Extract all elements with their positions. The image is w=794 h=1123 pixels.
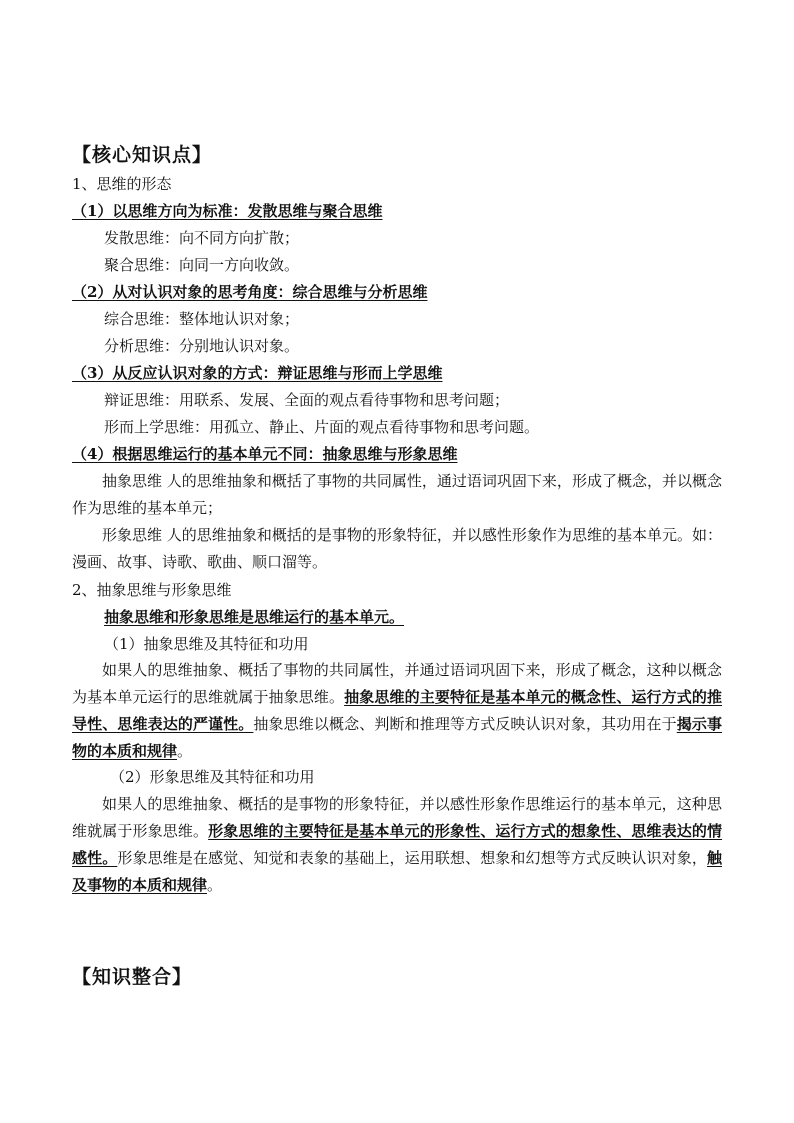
sub1-function: 揭示事物的本质和规律: [72, 715, 722, 760]
sub1-text-c: 。: [177, 742, 193, 760]
group3-heading: （3）从反应认识对象的方式：辩证思维与形而上学思维: [72, 364, 443, 382]
part2-key-sentence: 抽象思维和形象思维是思维运行的基本单元。: [104, 608, 405, 626]
sub1-paragraph: [72, 657, 722, 765]
sub2-paragraph: [72, 791, 722, 899]
group1-item-divergent: 发散思维：向不同方向扩散；: [104, 229, 300, 247]
sub2-key-features: 形象思维的主要特征是基本单元的形象性、运行方式的想象性、思维表达的情感性。: [72, 822, 722, 867]
sub2-text-a: 如果人的思维抽象、概括的是事物的形象特征，并以感性形象作思维运行的基本单元，这种思维就属于形象思维。: [72, 795, 722, 840]
sub2-title: （2）形象思维及其特征和功用: [110, 768, 315, 786]
knowledge-integration-heading: 【知识整合】: [72, 966, 193, 988]
sub1-key-features: 抽象思维的主要特征是基本单元的概念性、运行方式的推导性、思维表达的严谨性。: [72, 688, 722, 733]
group3-item-metaphysical: 形而上学思维：用孤立、静止、片面的观点看待事物和思考问题。: [104, 418, 540, 436]
group2-item-synthesis: 综合思维：整体地认识对象；: [104, 310, 300, 328]
sub2-text-c: 。: [207, 876, 223, 894]
part1-title: 1、思维的形态: [72, 175, 172, 193]
part2-title: 2、抽象思维与形象思维: [72, 581, 232, 599]
sub1-text-a: 如果人的思维抽象、概括了事物的共同属性，并通过语词巩固下来，形成了概念，这种以概念为基本单元运行的思维就属于抽象思维。: [72, 661, 722, 706]
image-thinking-paragraph: 形象思维 人的思维抽象和概括的是事物的形象特征，并以感性形象作为思维的基本单元。如：漫画、故事、诗歌、歌曲、顺口溜等。: [72, 526, 722, 571]
sub1-title: （1）抽象思维及其特征和功用: [104, 635, 309, 653]
group2-item-analysis: 分析思维：分别地认识对象。: [104, 337, 300, 355]
abstract-thinking-paragraph: 抽象思维 人的思维抽象和概括了事物的共同属性，通过语词巩固下来，形成了概念，并以概念作为思维的基本单元；: [72, 472, 722, 517]
core-knowledge-heading: 【核心知识点】: [72, 144, 213, 166]
group2-heading: （2）从对认识对象的思考角度：综合思维与分析思维: [72, 283, 428, 301]
group1-heading: （1）以思维方向为标准：发散思维与聚合思维: [72, 202, 383, 220]
group4-heading: （4）根据思维运行的基本单元不同：抽象思维与形象思维: [72, 445, 458, 463]
group3-item-dialectical: 辩证思维：用联系、发展、全面的观点看待事物和思考问题；: [104, 391, 510, 409]
sub2-function: 触及事物的本质和规律: [72, 849, 722, 894]
group1-item-convergent: 聚合思维：向同一方向收敛。: [104, 256, 300, 274]
sub1-text-b: 抽象思维以概念、判断和推理等方式反映认识对象，其功用在于: [253, 715, 677, 733]
sub2-text-b: 形象思维是在感觉、知觉和表象的基础上，运用联想、想象和幻想等方式反映认识对象，: [117, 849, 707, 867]
